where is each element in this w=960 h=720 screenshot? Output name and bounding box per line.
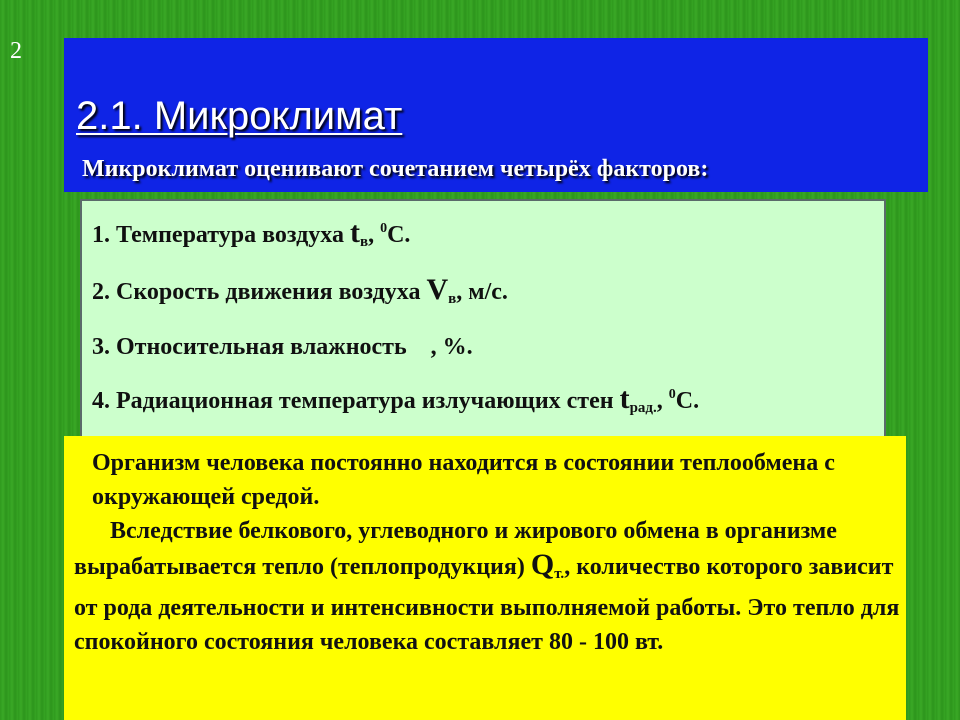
- factor-item-2: [92, 273, 884, 313]
- factor-1-superscript: 0: [380, 221, 388, 236]
- factor-item-3: [92, 333, 884, 361]
- slide-title: 2.1. Микроклимат: [76, 94, 403, 138]
- factor-1-sep: ,: [368, 222, 381, 248]
- heat-subscript: т.: [554, 566, 565, 582]
- page-number: 2: [10, 38, 22, 64]
- factor-2-subscript: в: [448, 291, 457, 307]
- factor-4-subscript: рад.: [629, 400, 657, 416]
- note-paragraph-2-a: Вследствие белкового, углеводного и жирового обмена в организме вырабатывается тепло (теплопродукция): [74, 518, 837, 580]
- note-box: [64, 436, 906, 720]
- factors-box: [80, 199, 886, 449]
- factor-2-text: 2. Скорость движения воздуха: [92, 279, 427, 305]
- factor-4-unit: С.: [675, 388, 700, 414]
- header-panel: [64, 38, 928, 192]
- note-paragraph-1: Организм человека постоянно находится в состоянии теплообмена с окружающей средой.: [92, 450, 835, 510]
- factor-1-unit: С.: [387, 222, 411, 248]
- note-paragraph-2-b: , количество которого зависит от рода деятельности и интенсивности выполняемой работы. Это тепло для спокойного состояния человека составляет 80 - 100 вт.: [74, 554, 900, 655]
- factor-item-4: [92, 381, 872, 422]
- heat-symbol: Q: [530, 548, 555, 581]
- factor-4-text: 4. Радиационная температура излучающих стен: [92, 388, 620, 414]
- factor-4-superscript: 0: [668, 387, 676, 402]
- factor-2-symbol: V: [426, 273, 449, 306]
- factor-4-symbol: t: [619, 382, 630, 415]
- factor-1-symbol: t: [349, 216, 360, 249]
- factor-1-text: 1. Температура воздуха: [92, 222, 350, 248]
- factor-item-1: [92, 215, 884, 256]
- factor-3-text: 3. Относительная влажность , %.: [92, 334, 473, 360]
- slide-subtitle: Микроклимат оценивают сочетанием четырёх факторов:: [82, 156, 709, 182]
- factor-1-subscript: в: [359, 234, 369, 250]
- factor-2-unit: , м/с.: [456, 279, 508, 305]
- factor-4-sep: ,: [656, 388, 669, 414]
- note-paragraph-2: [74, 514, 906, 659]
